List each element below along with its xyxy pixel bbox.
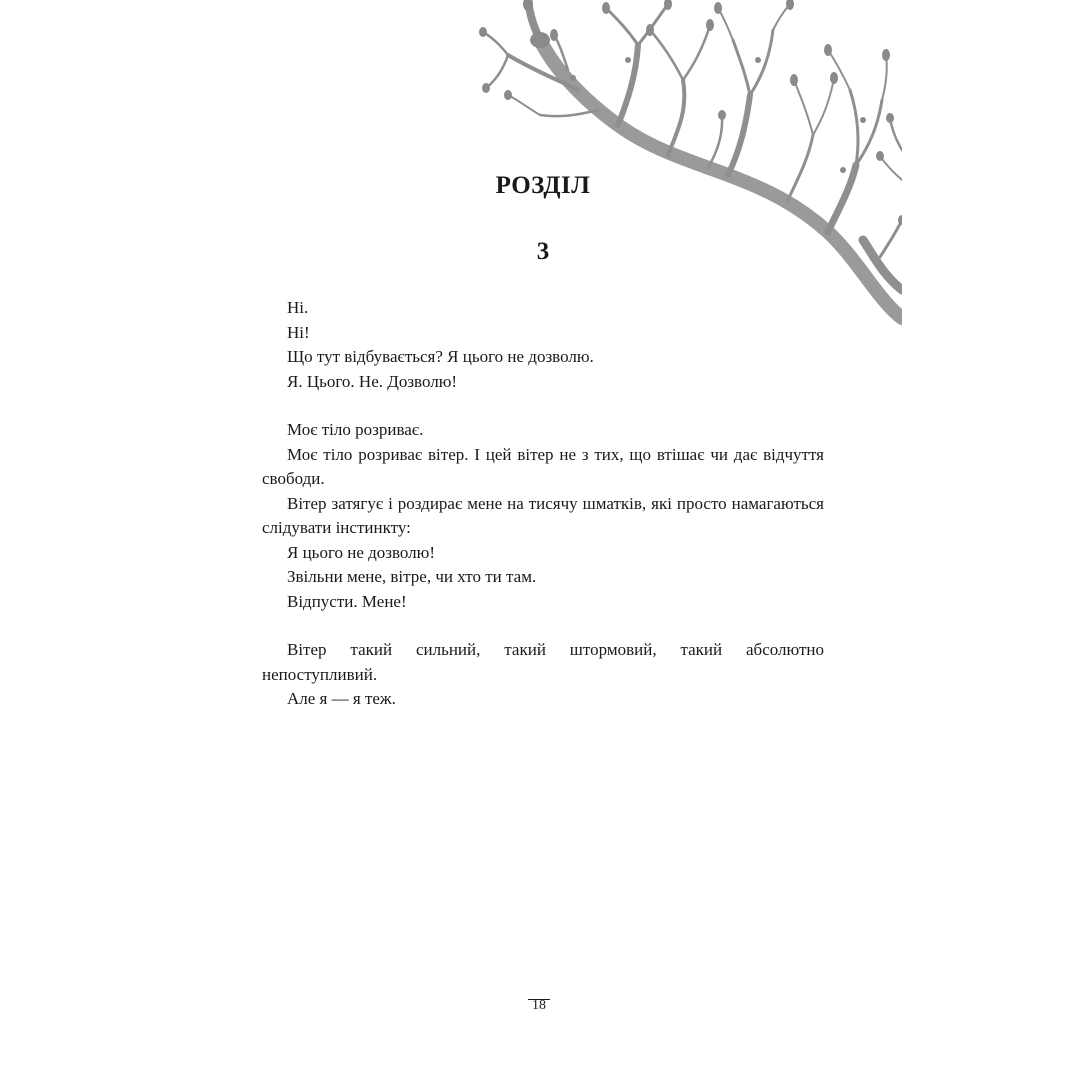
chapter-number: 3 xyxy=(536,238,550,265)
paragraph: Ні! xyxy=(287,322,310,342)
paragraph: Що тут відбувається? Я цього не дозволю. xyxy=(287,347,594,366)
section-gap xyxy=(262,614,824,638)
paragraph: Відпусти. Мене! xyxy=(287,591,407,611)
chapter-heading: РОЗДІЛ xyxy=(495,172,591,199)
paragraph: Вітер такий сильний, такий штормовий, такий абсолютно непоступливий. xyxy=(262,640,824,684)
paragraph-group xyxy=(262,638,824,712)
paragraph: Моє тіло розриває. xyxy=(287,420,424,439)
paragraph: Вітер затягує і роздирає мене на тисячу шматків, які просто намагаються слідувати інстинкту: xyxy=(262,493,824,537)
paragraph: Моє тіло розриває вітер. І цей вітер не з тих, що втішає чи дає відчуття свободи. xyxy=(262,444,824,488)
paragraph: Я. Цього. Не. Дозволю! xyxy=(287,371,458,391)
paragraph-group xyxy=(262,418,824,614)
paragraph-group xyxy=(262,296,824,394)
paragraph: Але я — я теж. xyxy=(287,689,396,708)
paragraph: Звільни мене, вітре, чи хто ти там. xyxy=(287,567,537,586)
paragraph: Я цього не дозволю! xyxy=(287,542,436,562)
chapter-body xyxy=(262,296,824,712)
page-number: 18 xyxy=(532,998,546,1013)
paragraph: Ні. xyxy=(287,298,309,317)
section-gap xyxy=(262,394,824,418)
